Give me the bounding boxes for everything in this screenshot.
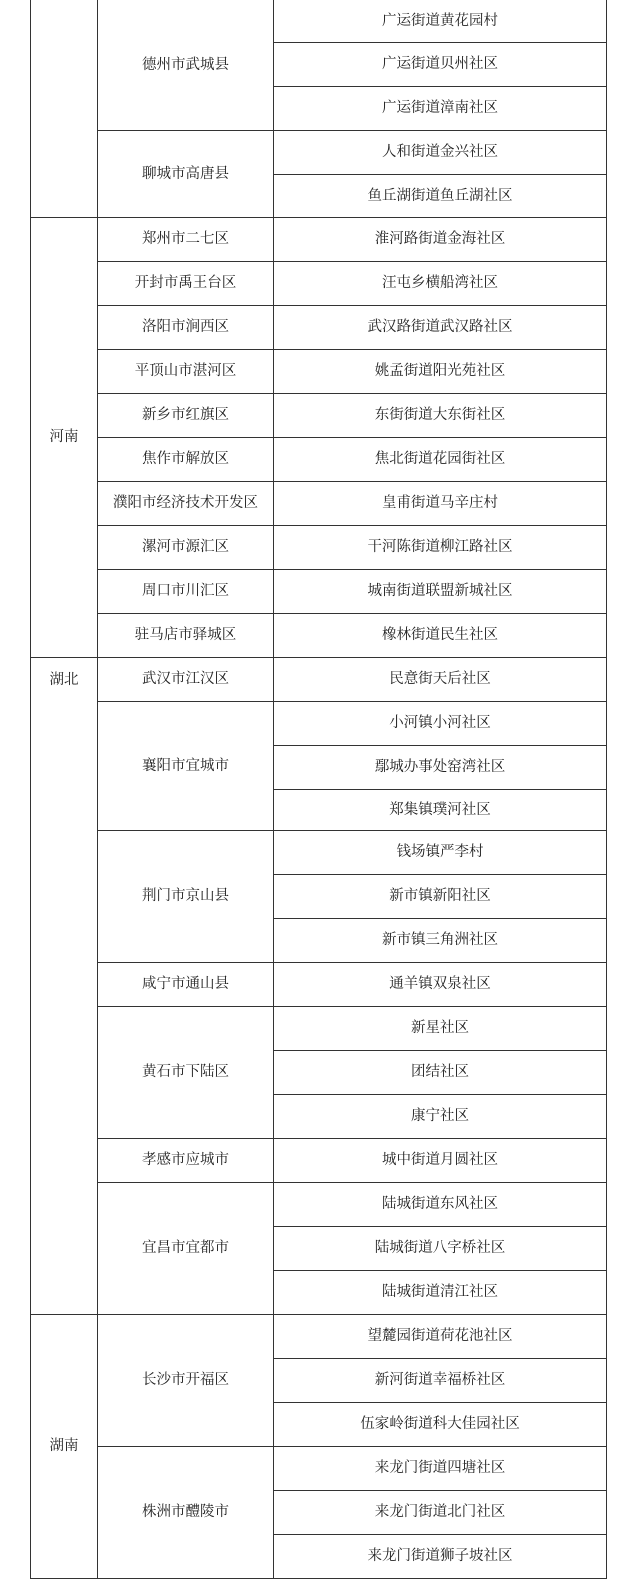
city-cell: 聊城市高唐县 [98, 131, 274, 218]
community-cell: 干河陈街道柳江路社区 [274, 526, 607, 570]
table-row [31, 306, 607, 350]
city-cell: 长沙市开福区 [98, 1315, 274, 1447]
community-cell: 新市镇新阳社区 [274, 875, 607, 919]
city-cell: 濮阳市经济技术开发区 [98, 482, 274, 526]
community-cell: 伍家岭街道科大佳园社区 [274, 1403, 607, 1447]
table-row [31, 350, 607, 394]
community-cell: 淮河路街道金海社区 [274, 218, 607, 262]
community-cell: 新市镇三角洲社区 [274, 919, 607, 963]
table-row [31, 570, 607, 614]
table-row [31, 1447, 607, 1491]
community-cell: 钱场镇严李村 [274, 831, 607, 875]
community-cell: 广运街道漳南社区 [274, 87, 607, 131]
city-cell: 咸宁市通山县 [98, 963, 274, 1007]
province-cell [31, 0, 98, 218]
community-cell: 民意街天后社区 [274, 658, 607, 702]
community-cell: 汪屯乡横船湾社区 [274, 262, 607, 306]
province-cell: 河南 [31, 218, 98, 658]
city-cell: 武汉市江汉区 [98, 658, 274, 702]
table-row [31, 831, 607, 875]
table-body [31, 0, 607, 1579]
community-cell: 焦北街道花园街社区 [274, 438, 607, 482]
table-row [31, 526, 607, 570]
table-row [31, 131, 607, 175]
city-cell: 焦作市解放区 [98, 438, 274, 482]
city-cell: 荆门市京山县 [98, 831, 274, 963]
community-table [30, 0, 607, 1579]
community-cell: 橡林街道民生社区 [274, 614, 607, 658]
table-row [31, 482, 607, 526]
table-row [31, 438, 607, 482]
community-cell: 来龙门街道狮子坡社区 [274, 1535, 607, 1579]
table-row [31, 658, 607, 702]
table-row [31, 218, 607, 262]
city-cell: 德州市武城县 [98, 0, 274, 131]
city-cell: 驻马店市驿城区 [98, 614, 274, 658]
table-row [31, 1007, 607, 1051]
city-cell: 周口市川汇区 [98, 570, 274, 614]
city-cell: 宜昌市宜都市 [98, 1183, 274, 1315]
city-cell: 襄阳市宜城市 [98, 702, 274, 831]
city-cell: 株洲市醴陵市 [98, 1447, 274, 1579]
table-row [31, 1315, 607, 1359]
table-row [31, 394, 607, 438]
community-cell: 康宁社区 [274, 1095, 607, 1139]
community-cell: 皇甫街道马辛庄村 [274, 482, 607, 526]
city-cell: 新乡市红旗区 [98, 394, 274, 438]
community-cell: 通羊镇双泉社区 [274, 963, 607, 1007]
city-cell: 平顶山市湛河区 [98, 350, 274, 394]
table-row [31, 702, 607, 746]
community-cell: 望麓园街道荷花池社区 [274, 1315, 607, 1359]
province-cell: 湖北 [31, 658, 98, 1315]
table-row [31, 1183, 607, 1227]
community-cell: 来龙门街道四塘社区 [274, 1447, 607, 1491]
community-cell: 鄢城办事处窑湾社区 [274, 746, 607, 790]
city-cell: 开封市禹王台区 [98, 262, 274, 306]
table-row [31, 0, 607, 43]
community-cell: 陆城街道东风社区 [274, 1183, 607, 1227]
city-cell: 漯河市源汇区 [98, 526, 274, 570]
city-cell: 洛阳市涧西区 [98, 306, 274, 350]
table-row [31, 963, 607, 1007]
community-cell: 陆城街道清江社区 [274, 1271, 607, 1315]
table-row [31, 1139, 607, 1183]
community-cell: 陆城街道八字桥社区 [274, 1227, 607, 1271]
province-cell: 湖南 [31, 1315, 98, 1579]
community-cell: 城南街道联盟新城社区 [274, 570, 607, 614]
community-cell: 人和街道金兴社区 [274, 131, 607, 175]
table-row [31, 262, 607, 306]
community-cell: 团结社区 [274, 1051, 607, 1095]
community-cell: 东街街道大东街社区 [274, 394, 607, 438]
community-cell: 广运街道贝州社区 [274, 43, 607, 87]
community-cell: 武汉路街道武汉路社区 [274, 306, 607, 350]
community-cell: 鱼丘湖街道鱼丘湖社区 [274, 175, 607, 218]
community-cell: 姚孟街道阳光苑社区 [274, 350, 607, 394]
city-cell: 孝感市应城市 [98, 1139, 274, 1183]
community-cell: 新河街道幸福桥社区 [274, 1359, 607, 1403]
table-row [31, 614, 607, 658]
community-cell: 城中街道月圆社区 [274, 1139, 607, 1183]
city-cell: 黄石市下陆区 [98, 1007, 274, 1139]
community-cell: 广运街道黄花园村 [274, 0, 607, 43]
city-cell: 郑州市二七区 [98, 218, 274, 262]
community-cell: 小河镇小河社区 [274, 702, 607, 746]
community-cell: 来龙门街道北门社区 [274, 1491, 607, 1535]
community-cell: 新星社区 [274, 1007, 607, 1051]
community-cell: 郑集镇璞河社区 [274, 790, 607, 831]
